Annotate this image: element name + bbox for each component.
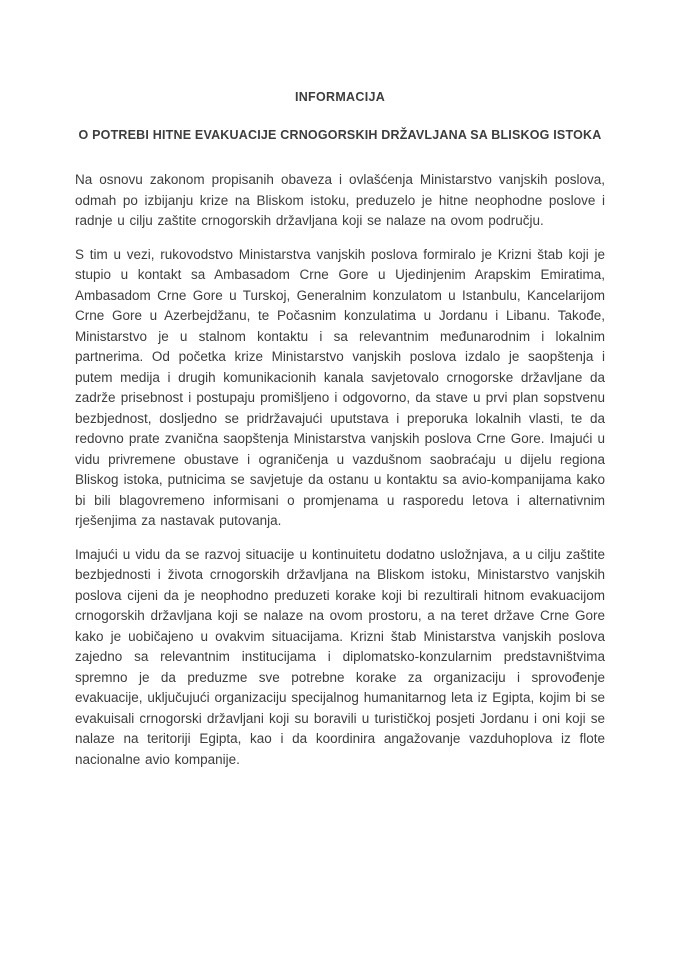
paragraph-1: Na osnovu zakonom propisanih obaveza i ovlašćenja Ministarstvo vanjskih poslova, odmah po izbijanju krize na Bliskom istoku, preduzelo je hitne neophodne poslove i radnje u cilju zaštite crnogorskih državljana koji se nalaze na ovom području. [75, 172, 605, 228]
paragraph-2: S tim u vezi, rukovodstvo Ministarstva vanjskih poslova formiralo je Krizni štab koji je stupio u kontakt sa Ambasadom Crne Gore u Ujedinjenim Arapskim Emiratima, Ambasadom Crne Gore u Turskoj, Generalnim konzulatom u Istanbulu, Kancelarijom Crne Gore u Azerbejdžanu, te Počasnim konzulatima u Jordanu i Libanu. Takođe, Ministarstvo je u stalnom kontaktu i sa relevantnim međunarodnim i lokalnim partnerima. Od početka krize Ministarstvo vanjskih poslova izdalo je saopštenja i putem medija i drugih komunikacionih kanala savjetovalo crnogorske državljane da zadrže prisebnost i postupaju promišljeno i odgovorno, da stave u prvi plan sopstvenu bezbjednost, dosljedno se pridržavajući uputstava i preporuka lokalnih vlasti, te da redovno prate zvanična saopštenja Ministarstva vanjskih poslova Crne Gore. Imajući u vidu privremene obustave i ograničenja u vazdušnom saobraćaju u dijelu regiona Bliskog istoka, putnicima se savjetuje da ostanu u kontaktu sa avio-kompanijama kako bi bili blagovremeno informisani o promjenama u rasporedu letova i alternativnim rješenjima za nastavak putovanja. [75, 246, 605, 528]
paragraph-3: Imajući u vidu da se razvoj situacije u kontinuitetu dodatno usložnjava, a u cilju zaštite bezbjednosti i života crnogorskih državljana na Bliskom istoku, Ministarstvo vanjskih poslova cijeni da je neophodno preduzeti korake koji bi rezultirali hitnom evakuacijom crnogorskih državljana koji se nalaze na ovom prostoru, a na teret države Crne Gore kako je uobičajeno u ovakvim situacijama. Krizni štab Ministarstva vanjskih poslova zajedno sa relevantnim institucijama i diplomatsko-konzularnim predstavništvima spremno je da preduzme sve potrebne korake za organizaciju i sprovođenje evakuacije, uključujući organizaciju specijalnog humanitarnog leta iz Egipta, kojim bi se evakuisali crnogorski državljani koji su boravili u turističkoj posjeti Jordanu i oni koji se nalaze na teritoriji Egipta, kao i da koordinira angažovanje vazduhoplova iz flote nacionalne avio kompanije. [75, 546, 605, 767]
document-title: INFORMACIJA [294, 90, 386, 104]
document-subtitle: O POTREBI HITNE EVAKUACIJE CRNOGORSKIH DRŽAVLJANA SA BLISKOG ISTOKA [78, 128, 602, 142]
